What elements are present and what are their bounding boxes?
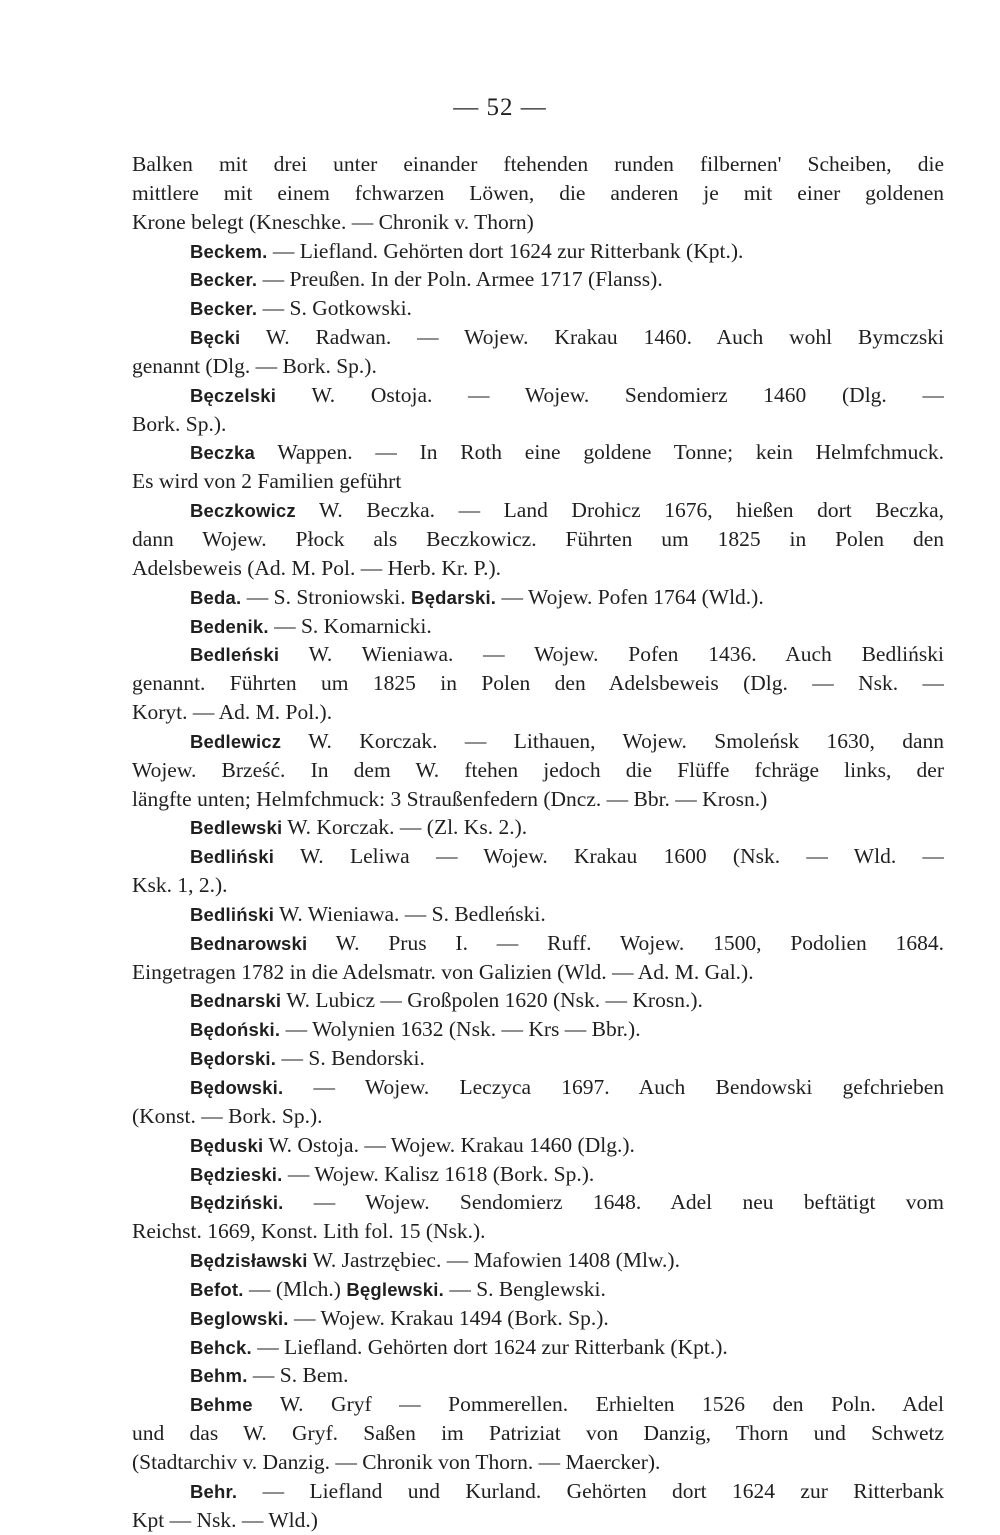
- text-line: [132, 1044, 944, 1073]
- entry-text: W. Beczka. — Land Drohicz 1676, hießen dort Beczka,: [295, 498, 944, 523]
- entry-text: genannt (Dlg. — Bork. Sp.).: [132, 353, 377, 378]
- text-line: [132, 1333, 944, 1362]
- entry-headword: Behm.: [190, 1365, 248, 1387]
- entry-text: W. Prus I. — Ruff. Wojew. 1500, Podolien 1684.: [307, 930, 944, 955]
- entry-headword: Będorski.: [190, 1048, 277, 1070]
- text-line: [132, 410, 944, 439]
- text-line: [132, 727, 944, 756]
- entry-text: W. Radwan. — Wojew. Krakau 1460. Auch wohl Bymczski: [240, 325, 944, 350]
- entry-text: genannt. Führten um 1825 in Polen den Adelsbeweis (Dlg. — Nsk. —: [132, 671, 944, 696]
- text-line: [132, 756, 944, 785]
- entry-text: — Liefland. Gehörten dort 1624 zur Ritterbank (Kpt.).: [267, 238, 744, 263]
- entry-text: Adelsbeweis (Ad. M. Pol. — Herb. Kr. P.).: [132, 555, 502, 580]
- entry-headword: Będzisławski: [190, 1250, 308, 1272]
- body-text: [132, 150, 944, 1535]
- entry-headword: Bęcki: [190, 327, 241, 349]
- entry-headword: Bedliński: [190, 903, 275, 925]
- text-line: [132, 467, 944, 496]
- text-line: [132, 323, 944, 352]
- text-line: [132, 1160, 944, 1189]
- entry-headword: Bęglewski.: [346, 1278, 444, 1300]
- text-line: [132, 294, 944, 323]
- text-line: [132, 237, 944, 266]
- entry-headword: Bedlewski: [190, 817, 283, 839]
- entry-headword: Będowski.: [190, 1077, 284, 1098]
- text-line: [132, 1246, 944, 1275]
- entry-text: Koryt. — Ad. M. Pol.).: [132, 700, 333, 725]
- entry-headword: Bęczelski: [190, 384, 277, 406]
- text-line: [132, 438, 944, 467]
- text-line: [132, 265, 944, 294]
- text-line: [132, 1217, 944, 1246]
- entry-text: — Wojew. Krakau 1494 (Bork. Sp.).: [288, 1305, 609, 1330]
- text-line: [132, 1361, 944, 1390]
- text-line: [132, 785, 944, 814]
- entry-text: Es wird von 2 Familien geführt: [132, 469, 402, 494]
- text-line: [132, 1131, 944, 1160]
- entry-text: und das W. Gryf. Saßen im Patriziat von Danzig, Thorn und Schwetz: [132, 1421, 944, 1446]
- entry-text: W. Ostoja. — Wojew. Sendomierz 1460 (Dlg. —: [276, 382, 944, 407]
- entry-headword: Bedlewicz: [190, 730, 282, 752]
- entry-text: — Preußen. In der Poln. Armee 1717 (Flanss).: [257, 267, 663, 292]
- entry-headword: Behme: [190, 1394, 253, 1416]
- text-line: [132, 1073, 944, 1102]
- entry-text: — S. Stroniowski.: [241, 584, 412, 609]
- entry-text: W. Korczak. — (Zl. Ks. 2.).: [282, 815, 528, 840]
- text-line: [132, 871, 944, 900]
- entry-headword: Będarski.: [411, 586, 497, 608]
- page-number: — 52 —: [453, 94, 547, 121]
- text-line: [132, 1275, 944, 1304]
- entry-text: W. Wieniawa. — S. Bedleński.: [274, 901, 546, 926]
- text-line: [132, 813, 944, 842]
- text-line: [132, 208, 944, 237]
- entry-headword: Będziński.: [190, 1192, 284, 1214]
- entry-headword: Bedleński: [190, 644, 280, 666]
- entry-text: dann Wojew. Płock als Beczkowicz. Führten um 1825 in Polen den: [132, 526, 944, 551]
- entry-headword: Beckem.: [190, 240, 268, 262]
- entry-text: W. Jastrzębiec. — Mafowien 1408 (Mlw.).: [307, 1248, 680, 1273]
- entry-text: Reichst. 1669, Konst. Lith fol. 15 (Nsk.).: [132, 1219, 486, 1244]
- entry-text: W. Leliwa — Wojew. Krakau 1600 (Nsk. — Wld. —: [274, 844, 944, 869]
- entry-text: — S. Bem.: [247, 1363, 349, 1388]
- entry-text: Bork. Sp.).: [132, 411, 227, 436]
- text-line: [132, 640, 944, 669]
- entry-text: Ksk. 1, 2.).: [132, 873, 228, 898]
- text-line: [132, 900, 944, 929]
- entry-text: W. Gryf — Pommerellen. Erhielten 1526 den Poln. Adel: [252, 1392, 944, 1417]
- entry-headword: Behr.: [190, 1480, 238, 1502]
- entry-headword: Beczkowicz: [190, 500, 296, 522]
- text-line: [132, 698, 944, 727]
- entry-text: — S. Bendorski.: [276, 1046, 425, 1071]
- text-line: [132, 179, 944, 208]
- text-line: [132, 352, 944, 381]
- text-line: [132, 1188, 944, 1217]
- entry-text: mittlere mit einem fchwarzen Löwen, die anderen je mit einer goldenen: [132, 180, 944, 205]
- text-line: [132, 150, 944, 179]
- text-line: [132, 1102, 944, 1131]
- text-line: [132, 1015, 944, 1044]
- entry-text: — S. Komarnicki.: [268, 613, 432, 638]
- text-line: [132, 1506, 944, 1535]
- text-line: [132, 612, 944, 641]
- entry-text: — Wolynien 1632 (Nsk. — Krs — Bbr.).: [280, 1017, 641, 1042]
- text-line: [132, 1419, 944, 1448]
- text-line: [132, 554, 944, 583]
- entry-text: Kpt — Nsk. — Wld.): [132, 1507, 318, 1532]
- entry-headword: Bednarski: [190, 990, 282, 1012]
- entry-headword: Befot.: [190, 1278, 244, 1300]
- entry-text: W. Ostoja. — Wojew. Krakau 1460 (Dlg.).: [263, 1132, 635, 1157]
- entry-text: W. Lubicz — Großpolen 1620 (Nsk. — Krosn.).: [281, 988, 703, 1013]
- text-line: [132, 669, 944, 698]
- entry-text: Wappen. — In Roth eine goldene Tonne; kein Helmfchmuck.: [254, 440, 944, 465]
- text-line: [132, 958, 944, 987]
- entry-headword: Beda.: [190, 586, 242, 608]
- entry-text: — Wojew. Kalisz 1618 (Bork. Sp.).: [282, 1161, 595, 1186]
- text-line: [132, 842, 944, 871]
- entry-headword: Becker.: [190, 269, 258, 291]
- text-line: [132, 1390, 944, 1419]
- text-line: [132, 583, 944, 612]
- entry-headword: Będoński.: [190, 1019, 281, 1041]
- entry-text: — Wojew. Pofen 1764 (Wld.).: [496, 584, 764, 609]
- entry-headword: Będzieski.: [190, 1163, 283, 1185]
- entry-headword: Bedliński: [190, 846, 275, 868]
- text-line: [132, 986, 944, 1015]
- entry-text: Eingetragen 1782 in die Adelsmatr. von Galizien (Wld. — Ad. M. Gal.).: [132, 959, 754, 984]
- text-line: [132, 525, 944, 554]
- entry-headword: Beczka: [190, 442, 255, 464]
- text-line: [132, 1477, 944, 1506]
- entry-text: — Liefland und Kurland. Gehörten dort 1624 zur Ritterbank: [237, 1478, 944, 1503]
- entry-text: — Liefland. Gehörten dort 1624 zur Ritterbank (Kpt.).: [251, 1334, 728, 1359]
- entry-text: — S. Benglewski.: [443, 1276, 606, 1301]
- entry-headword: Będuski: [190, 1134, 264, 1156]
- entry-headword: Beglowski.: [190, 1307, 289, 1329]
- text-line: [132, 1304, 944, 1333]
- entry-text: — Wojew. Leczyca 1697. Auch Bendowski gefchrieben: [283, 1075, 944, 1099]
- text-line: [132, 1448, 944, 1477]
- entry-text: (Konst. — Bork. Sp.).: [132, 1103, 323, 1128]
- entry-text: — Wojew. Sendomierz 1648. Adel neu beftätigt vom: [283, 1190, 944, 1215]
- entry-text: Balken mit drei unter einander ftehenden runden filbernen' Scheiben, die: [132, 152, 944, 176]
- text-line: [132, 381, 944, 410]
- entry-headword: Bednarowski: [190, 932, 308, 954]
- entry-text: W. Korczak. — Lithauen, Wojew. Smoleńsk 1630, dann: [281, 728, 944, 753]
- entry-headword: Becker.: [190, 298, 258, 320]
- text-line: [132, 929, 944, 958]
- entry-text: W. Wieniawa. — Wojew. Pofen 1436. Auch Bedliński: [279, 642, 944, 667]
- entry-text: Krone belegt (Kneschke. — Chronik v. Thorn): [132, 209, 534, 234]
- entry-headword: Bedenik.: [190, 615, 269, 637]
- entry-headword: Behck.: [190, 1336, 252, 1358]
- text-line: [132, 496, 944, 525]
- entry-text: Wojew. Brześć. In dem W. ftehen jedoch die Flüffe fchräge links, der: [132, 757, 944, 782]
- entry-text: (Stadtarchiv v. Danzig. — Chronik von Thorn. — Maercker).: [132, 1449, 661, 1474]
- entry-text: — (Mlch.): [243, 1276, 347, 1301]
- entry-text: — S. Gotkowski.: [257, 296, 412, 321]
- entry-text: längfte unten; Helmfchmuck: 3 Straußenfedern (Dncz. — Bbr. — Krosn.): [132, 786, 768, 811]
